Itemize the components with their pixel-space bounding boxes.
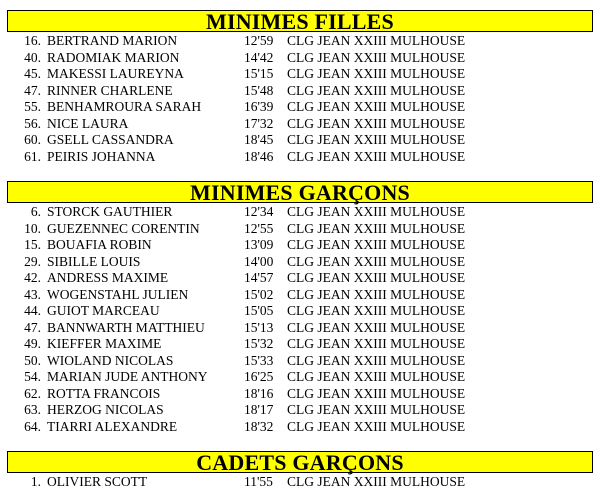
result-row [0, 320, 600, 337]
result-row [0, 336, 600, 353]
rank: 43. [24, 286, 41, 302]
athlete-name: MAKESSI LAUREYNA [47, 66, 184, 81]
result-row [0, 204, 600, 221]
rank: 55. [24, 99, 41, 114]
athlete-name: WIOLAND NICOLAS [47, 352, 174, 368]
finish-time: 15'13 [244, 319, 274, 335]
club-name: CLG JEAN XXIII MULHOUSE [287, 33, 466, 48]
result-row [0, 116, 600, 133]
result-row [0, 369, 600, 386]
athlete-name: GUIOT MARCEAU [47, 303, 160, 318]
club-name: CLG JEAN XXIII MULHOUSE [287, 115, 466, 131]
section-title: MINIMES GARÇONS [190, 180, 410, 205]
finish-time: 14'42 [244, 49, 274, 65]
athlete-name: NICE LAURA [47, 115, 129, 131]
club-name: CLG JEAN XXIII MULHOUSE [287, 99, 466, 114]
rank: 50. [24, 352, 41, 368]
rank: 63. [24, 402, 41, 417]
result-row [0, 83, 600, 100]
club-name: CLG JEAN XXIII MULHOUSE [287, 418, 466, 434]
rank: 47. [24, 319, 41, 335]
athlete-name: BENHAMROURA SARAH [47, 99, 202, 114]
athlete-name: BANNWARTH MATTHIEU [47, 319, 205, 335]
finish-time: 18'45 [244, 132, 274, 147]
club-name: CLG JEAN XXIII MULHOUSE [287, 82, 466, 98]
result-row [0, 402, 600, 419]
result-row [0, 50, 600, 67]
club-name: CLG JEAN XXIII MULHOUSE [287, 474, 466, 489]
finish-time: 12'55 [244, 220, 274, 236]
finish-time: 15'02 [244, 286, 274, 302]
athlete-name: GUEZENNEC CORENTIN [47, 220, 200, 236]
club-name: CLG JEAN XXIII MULHOUSE [287, 352, 466, 368]
athlete-name: PEIRIS JOHANNA [47, 148, 156, 164]
club-name: CLG JEAN XXIII MULHOUSE [287, 303, 466, 318]
results-list-minimes-garcons [0, 204, 600, 435]
result-row [0, 270, 600, 287]
finish-time: 15'33 [244, 352, 274, 368]
finish-time: 16'39 [244, 99, 274, 114]
result-row [0, 303, 600, 320]
finish-time: 18'32 [244, 418, 274, 434]
athlete-name: RINNER CHARLENE [47, 82, 173, 98]
result-row [0, 237, 600, 254]
club-name: CLG JEAN XXIII MULHOUSE [287, 148, 466, 164]
club-name: CLG JEAN XXIII MULHOUSE [287, 220, 466, 236]
result-row [0, 353, 600, 370]
athlete-name: OLIVIER SCOTT [47, 474, 148, 489]
finish-time: 14'00 [244, 253, 274, 269]
rank: 42. [24, 270, 41, 285]
rank: 40. [24, 49, 41, 65]
rank: 45. [24, 66, 41, 81]
club-name: CLG JEAN XXIII MULHOUSE [287, 49, 466, 65]
athlete-name: BERTRAND MARION [47, 33, 178, 48]
rank: 64. [24, 418, 41, 434]
rank: 60. [24, 132, 41, 147]
finish-time: 12'34 [244, 204, 274, 219]
section-header-minimes-filles [7, 10, 593, 32]
club-name: CLG JEAN XXIII MULHOUSE [287, 253, 466, 269]
result-row [0, 474, 600, 491]
rank: 44. [24, 303, 41, 318]
athlete-name: RADOMIAK MARION [47, 49, 180, 65]
finish-time: 18'17 [244, 402, 274, 417]
club-name: CLG JEAN XXIII MULHOUSE [287, 286, 466, 302]
finish-time: 12'59 [244, 33, 274, 48]
finish-time: 14'57 [244, 270, 274, 285]
result-row [0, 419, 600, 436]
rank: 47. [24, 82, 41, 98]
result-row [0, 99, 600, 116]
athlete-name: BOUAFIA ROBIN [47, 237, 152, 252]
club-name: CLG JEAN XXIII MULHOUSE [287, 402, 466, 417]
club-name: CLG JEAN XXIII MULHOUSE [287, 369, 466, 384]
result-row [0, 66, 600, 83]
section-title: MINIMES FILLES [205, 9, 394, 34]
finish-time: 15'32 [244, 336, 274, 351]
result-row [0, 386, 600, 403]
finish-time: 17'32 [244, 115, 274, 131]
finish-time: 15'48 [244, 82, 274, 98]
club-name: CLG JEAN XXIII MULHOUSE [287, 237, 466, 252]
athlete-name: ROTTA FRANCOIS [47, 385, 161, 401]
finish-time: 16'25 [244, 369, 274, 384]
athlete-name: STORCK GAUTHIER [47, 204, 173, 219]
club-name: CLG JEAN XXIII MULHOUSE [287, 385, 466, 401]
athlete-name: TIARRI ALEXANDRE [47, 418, 178, 434]
club-name: CLG JEAN XXIII MULHOUSE [287, 270, 466, 285]
club-name: CLG JEAN XXIII MULHOUSE [287, 336, 466, 351]
result-row [0, 149, 600, 166]
rank: 49. [24, 336, 41, 351]
result-row [0, 221, 600, 238]
finish-time: 18'16 [244, 385, 274, 401]
athlete-name: WOGENSTAHL JULIEN [47, 286, 189, 302]
result-row [0, 254, 600, 271]
athlete-name: KIEFFER MAXIME [47, 336, 162, 351]
finish-time: 18'46 [244, 148, 274, 164]
rank: 56. [24, 115, 41, 131]
rank: 15. [24, 237, 41, 252]
finish-time: 15'05 [244, 303, 274, 318]
athlete-name: MARIAN JUDE ANTHONY [47, 369, 208, 384]
club-name: CLG JEAN XXIII MULHOUSE [287, 132, 466, 147]
athlete-name: GSELL CASSANDRA [47, 132, 174, 147]
athlete-name: SIBILLE LOUIS [47, 253, 141, 269]
rank: 1. [30, 474, 41, 489]
rank: 16. [24, 33, 41, 48]
rank: 6. [30, 204, 41, 219]
rank: 62. [24, 385, 41, 401]
result-row [0, 287, 600, 304]
rank: 10. [24, 220, 41, 236]
result-row [0, 132, 600, 149]
athlete-name: ANDRESS MAXIME [47, 270, 169, 285]
rank: 61. [24, 148, 41, 164]
result-row [0, 33, 600, 50]
results-list-cadets-garcons [0, 474, 600, 491]
rank: 29. [24, 253, 41, 269]
finish-time: 13'09 [244, 237, 274, 252]
section-header-minimes-garcons [7, 181, 593, 203]
club-name: CLG JEAN XXIII MULHOUSE [287, 204, 466, 219]
rank: 54. [24, 369, 41, 384]
section-header-cadets-garcons [7, 451, 593, 473]
club-name: CLG JEAN XXIII MULHOUSE [287, 319, 466, 335]
section-title: CADETS GARÇONS [196, 450, 404, 475]
finish-time: 15'15 [244, 66, 274, 81]
athlete-name: HERZOG NICOLAS [47, 402, 164, 417]
club-name: CLG JEAN XXIII MULHOUSE [287, 66, 466, 81]
finish-time: 11'55 [244, 474, 273, 489]
results-list-minimes-filles [0, 33, 600, 165]
